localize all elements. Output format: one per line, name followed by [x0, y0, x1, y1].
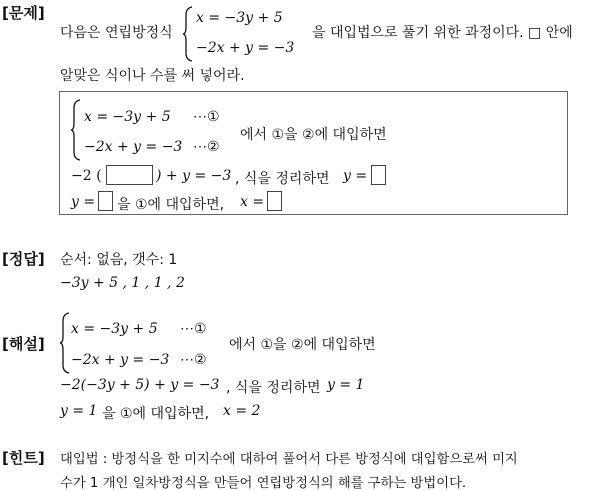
box-eq1: x = −3y + 5	[84, 109, 171, 125]
explanation-eq1: x = −3y + 5	[71, 321, 158, 337]
system-eq1: x = −3y + 5	[196, 10, 283, 26]
answer-line1: 순서: 없음, 갯수: 1	[60, 252, 178, 268]
explanation-eq1-mark: ⋯①	[180, 321, 207, 337]
problem-text-line2: 알맞은 식이나 수를 써 넣어라.	[60, 68, 245, 84]
answer-blank-2[interactable]	[371, 165, 386, 185]
answer-blank-1[interactable]	[106, 165, 153, 185]
box-line3-a: −2 (	[71, 168, 102, 184]
problem-tag: [문제]	[2, 4, 45, 22]
answer-line2: −3y + 5 , 1 , 1 , 2	[60, 275, 185, 291]
hint-tag: [힌트]	[2, 449, 45, 467]
box-line4-b: 을 ①에 대입하면,	[117, 197, 225, 213]
explanation-line3-a: −2(−3y + 5) + y = −3	[60, 377, 220, 393]
explanation-line3-b: , 식을 정리하면	[226, 380, 321, 396]
box-substitute-text: 에서 ①을 ②에 대입하면	[240, 127, 387, 143]
hint-line1: 대입법 : 방정식을 한 미지수에 대하여 풀어서 다른 방정식에 대입함으로써 미지	[60, 452, 518, 467]
box-system-brace	[71, 99, 81, 161]
box-eq1-mark: ⋯①	[193, 109, 220, 125]
explanation-substitute-text: 에서 ①을 ②에 대입하면	[229, 337, 376, 353]
system-eq2: −2x + y = −3	[196, 40, 295, 56]
problem-text-intro: 다음은 연립방정식	[60, 25, 173, 41]
box-line3-c: , 식을 정리하면	[235, 171, 330, 187]
answer-blank-3[interactable]	[98, 191, 113, 211]
box-line4-c: x =	[240, 194, 265, 210]
explanation-tag: [해설]	[2, 335, 45, 353]
box-eq2-mark: ⋯②	[193, 139, 220, 155]
problem-text-rest: 을 대입법으로 풀기 위한 과정이다. □ 안에	[312, 25, 573, 41]
answer-tag: [정답]	[2, 250, 45, 268]
box-line4-a: y =	[71, 194, 96, 210]
answer-blank-4[interactable]	[267, 191, 282, 211]
explanation-line3-c: y = 1	[327, 377, 365, 393]
explanation-brace	[60, 312, 70, 374]
explanation-line4-b: 을 ①에 대입하면,	[102, 406, 210, 422]
explanation-line4-a: y = 1	[60, 403, 98, 419]
explanation-eq2-mark: ⋯②	[180, 352, 207, 368]
system-brace	[183, 6, 193, 62]
hint-line2: 수가 1 개인 일차방정식을 만들어 연립방정식의 해를 구하는 방법이다.	[60, 476, 467, 491]
explanation-line4-c: x = 2	[223, 403, 261, 419]
box-line3-d: y =	[343, 168, 368, 184]
box-line3-b: ) + y = −3	[156, 168, 232, 184]
explanation-eq2: −2x + y = −3	[71, 352, 170, 368]
box-eq2: −2x + y = −3	[84, 139, 183, 155]
